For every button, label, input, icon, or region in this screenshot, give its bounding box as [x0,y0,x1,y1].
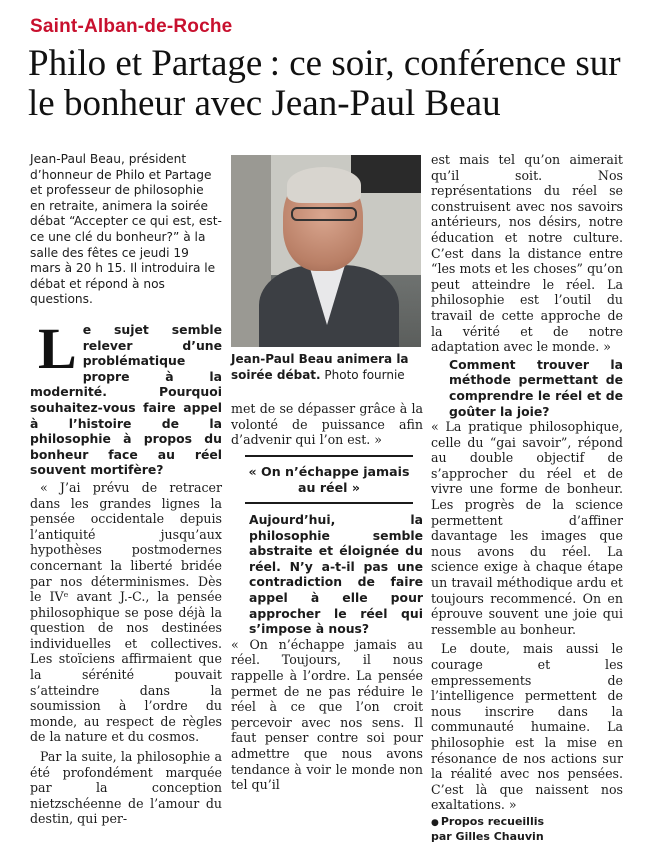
photo-hair [287,167,361,203]
answer-1-para-2-text: Par la suite, la philosophie a été profondément marquée par la conception nietzschéenne de l’amour du destin, qui per- [30,749,222,827]
column-2-top [231,401,423,448]
answer-1-continued: met de se dépasser grâce à la volonté de puissance afin d’advenir qui l’on est. » [231,401,423,448]
pull-quote: « On n’échappe jamais au réel » [245,455,413,504]
question-3: Comment trouver la méthode permettant de comprendre le réel et de goûter la joie? [449,356,623,419]
answer-2-part-1: « On n’échappe jamais au réel. Toujours, il nous rappelle à l’ordre. La pensée permet de ne pas réduire le réel à ce que l’on croit percevoir avec nos sens. Il faut penser contre soi pour admettre que nous avons tendance à voir le monde non tel qu’il [231,636,423,793]
caption-bold: Jean-Paul Beau animera la soirée débat. [231,352,409,382]
photo-credit: Photo fournie [324,367,405,382]
photo-frame [351,155,421,193]
photo-glasses [291,207,357,221]
answer-3-para-2: Le doute, mais aussi le courage et les empressements de l’intelligence permettent de nous inscrire dans la communauté humaine. La philosophie est la mise en résonance de nos actions sur la réalité avec nos pensées. C’est là que naissent nos exaltations. » [431,641,623,813]
answer-1-para-1: « J’ai prévu de retracer dans les grandes lignes la pensée occidentale depuis l’antiquité jusqu’aux hypothèses postmodernes concernant la liberté bridée par nos déterminismes. Dès le IVᵉ avant J.-C., la pensée philosophique se pose déjà la question de nos destinées individuelles et collectives. Les stoïciens affirmaient que la sérénité pouvait s’atteindre dans la soumission à l’ordre du monde, au respect de règles de la nature et du cosmos. [30,479,222,745]
intro-text: Jean-Paul Beau, président d’honneur de Philo et Partage et professeur de philosophie en retraite, animera la soirée débat “Accepter ce qui est, est-ce une clé du bonheur?” à la salle des fêtes ce jeudi 19 mars à 20 h 15. Il introduira le débat et répond à nos questions. [30,152,222,307]
answer-1-para-2 [30,749,222,827]
byline [431,815,623,844]
headline: Philo et Partage : ce soir, conférence sur le bonheur avec Jean-Paul Beau [28,43,621,124]
question-1 [30,316,222,478]
bullet-icon: ● [431,817,439,828]
kicker: Saint-Alban-de-Roche [30,16,233,37]
byline-line-1: Propos recueillis [440,814,545,828]
portrait-photo [231,155,421,347]
column-3 [431,152,623,844]
intro-paragraph [30,152,222,308]
question-2: Aujourd’hui, la philosophie semble abstraite et éloignée du réel. N’y a-t-il pas une contradiction de faire appel à elle pour approcher le réel qui s’impose à nous? [249,512,423,637]
answer-3-para-1: « La pratique philosophique, celle du “gai savoir”, répond au double objectif de s’approcher du réel et de vivre une forme de bonheur. Les progrès de la science permettent d’affiner davantage les images que nous avons du réel. La science exige à chaque étape un travail méthodique ardu et toujours recommencé. On en éprouve souvent une joie qui ressemble au bonheur. [431,419,623,637]
answer-2-part-2: est mais tel qu’on aimerait qu’il soit. Nos représentations du réel se construisent avec nos savoirs antérieurs, nos désirs, notre éducation et notre culture. C’est dans la distance entre “les mots et les choses” qu’on peut atteindre le réel. La philosophie est l’outil du travail de cette approche de la vérité et de notre adaptation avec le monde. » [431,152,623,355]
photo-caption [231,352,423,383]
drop-cap: L [38,316,77,381]
column-1 [30,316,222,827]
column-2-bottom [231,512,423,793]
question-1-text: e sujet semble relever d’une problématique propre à la modernité. Pourquoi souhaitez-vous faire appel à l’histoire de la philosophie à propos du bonheur face au réel souvent mortifère? [30,322,222,478]
byline-line-2: par Gilles Chauvin [431,829,544,843]
